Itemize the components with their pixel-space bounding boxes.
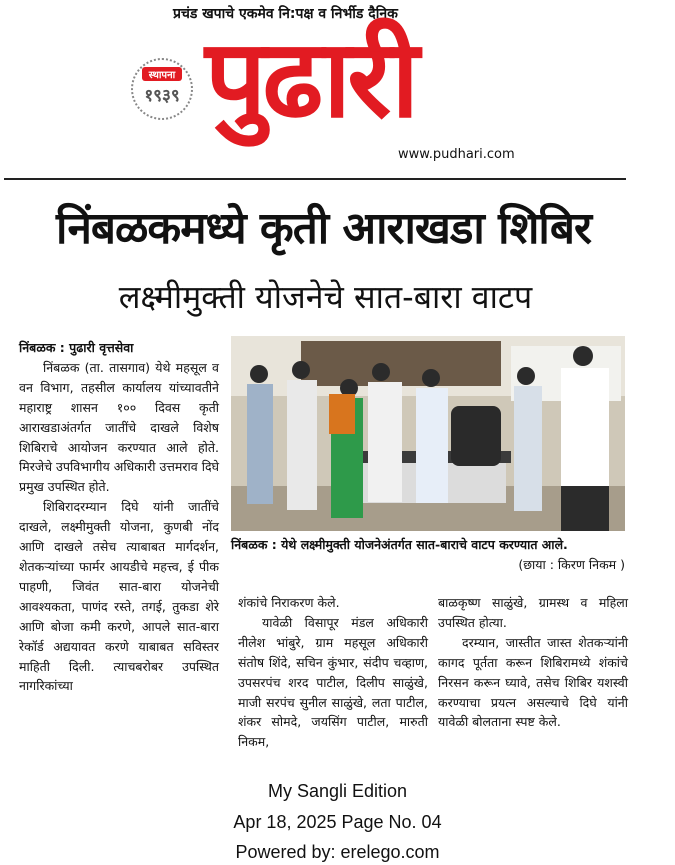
edition-label: My Sangli Edition: [267, 781, 408, 801]
masthead: [0, 0, 675, 180]
article-paragraph: यावेळी विसापूर मंडल अधिकारी नीलेश भांबुरे, ग्राम महसूल अधिकारी संतोष शिंदे, सचिन कुंभार, संदीप चव्हाण, उपसरपंच शरद पाटील, दिलीप साळुंखे, माजी सरपंच सुनील साळुंखे, लता पाटील, शंकर सोमदे, जयसिंग पाटील, मारुती निकम,: [238, 614, 428, 750]
article-column-3: [438, 593, 628, 732]
article-headline: निंबळकमध्ये कृती आराखडा शिबिर: [56, 203, 591, 254]
masthead-tagline: प्रचंड खपाचे एकमेव नि:पक्ष व निर्भीड दैनिक: [173, 6, 398, 22]
masthead-divider: [4, 178, 626, 180]
article-paragraph: शिबिरादरम्यान दिघे यांनी जातींचे दाखले, लक्ष्मीमुक्ती योजना, कुणबी नोंद आणि दाखले तसेच त्याबाबत मार्गदर्शन, शेतकऱ्यांच्या फार्मर आयडीचे महत्त्व, ई पीक पाहणी, जिवंत सात-बारा योजनेची आवश्यकता, पाणंद रस्ते, तगई, तुकडा शेरे आणि बोजा कमी करणे, आपले सात-बारा रेकॉर्ड अद्ययावत करणे याबाबत सविस्तर माहिती दिली. त्याचबरोबर उपस्थित नागरिकांच्या: [19, 499, 219, 694]
powered-by-label: Powered by: erelego.com: [235, 842, 440, 862]
seal-label: स्थापना: [142, 67, 182, 81]
article-paragraph: बाळकृष्ण साळुंखे, ग्रामस्थ व महिला उपस्थित होत्या.: [438, 595, 628, 630]
article-subheadline: लक्ष्मीमुक्ती योजनेचे सात-बारा वाटप: [118, 278, 533, 316]
article-photo: [231, 336, 625, 531]
seal-year: १९३९: [144, 86, 180, 106]
article-paragraph: निंबळक (ता. तासगाव) येथे महसूल व वन विभाग, तहसील कार्यालय यांच्यावतीने महाराष्ट्र शासन १०० दिवस कृती आराखडाअंतर्गत जातींचे दाखले विशेष शिबिराचे आयोजन करण्यात आले होते. मिरजेचे उपविभागीय अधिकारी उत्तमराव दिघे प्रमुख उपस्थित होते.: [19, 359, 219, 495]
article-column-2: [238, 593, 428, 752]
photo-caption: निंबळक : येथे लक्ष्मीमुक्ती योजनेअंतर्गत सात-बाराचे वाटप करण्यात आले.: [231, 537, 568, 552]
event-photo-illustration: [231, 336, 625, 531]
pudhari-logo: [205, 8, 545, 158]
article-column-1: [19, 338, 219, 696]
article-paragraph: शंकांचे निराकरण केले.: [238, 595, 340, 610]
establishment-seal: [131, 58, 193, 120]
photo-credit: (छाया : किरण निकम ): [518, 557, 625, 572]
article-dateline: निंबळक : पुढारी वृत्तसेवा: [19, 340, 134, 355]
site-url: www.pudhari.com: [398, 147, 515, 162]
logo-wordmark: पुढारी: [205, 17, 416, 142]
article-paragraph: दरम्यान, जास्तीत जास्त शेतकऱ्यांनी कागद पूर्तता करून शिबिरामध्ये शंकांचे निरसन करून घ्यावे, तसेच शिबिर यशस्वी करण्याचा प्रयत्न असल्याचे दिघे यांनी यावेळी बोलताना स्पष्ट केले.: [438, 634, 628, 730]
date-page-label: Apr 18, 2025 Page No. 04: [233, 812, 442, 832]
